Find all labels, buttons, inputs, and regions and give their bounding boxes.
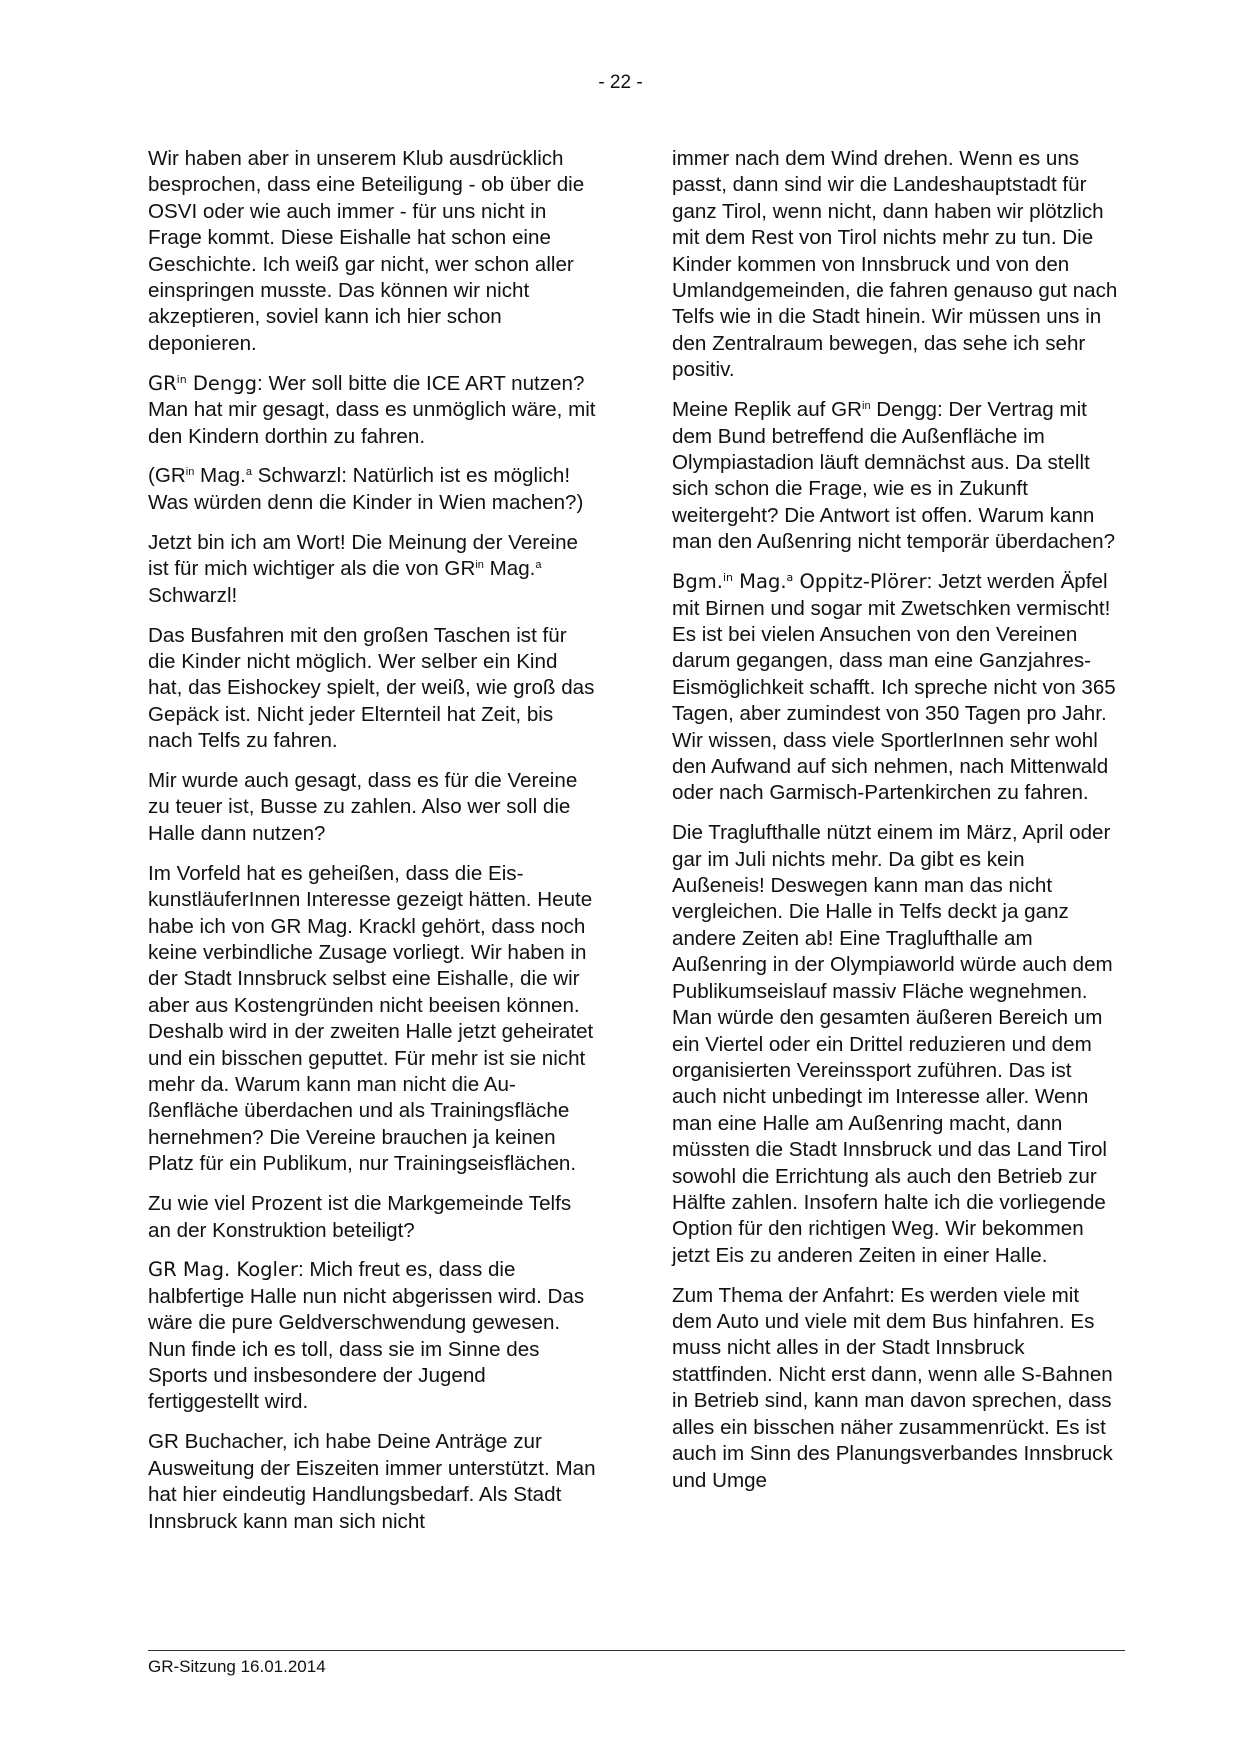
speaker-name: GR Mag. Kogler	[148, 1258, 298, 1282]
paragraph: immer nach dem Wind drehen. Wenn es uns passt, dann sind wir die Landeshauptstadt für ganz Tirol, wenn nicht, dann haben wir plötzlich mit dem Rest von Tirol nichts mehr zu tun. Die Kinder kommen von Innsbruck und von den Umlandgemeinden, die fahren genauso gut nach Telfs wie in die Stadt hinein. Wir müssen uns in den Zentralraum bewegen, das sehe ich sehr positiv.	[672, 147, 1118, 382]
paragraph: $GR^{in}$ Dengg: Wer soll bitte die ICE ART nutzen? Man hat mir gesagt, dass es unmöglich wäre, mit den Kindern dorthin zu fahren.	[148, 371, 596, 448]
paragraph: Meine Replik auf $GR^{in}$ Dengg: Der Vertrag mit dem Bund betreffend die Außenfläche im Olympiastadion läuft demnächst aus. Da stellt sich schon die Frage, wie es in Zukunft weitergeht? Die Antwort ist offen. Warum kann man den Außenring nicht temporär überdachen?	[672, 398, 1116, 554]
paragraph: GR Mag. Kogler: Mich freut es, dass die halbfertige Halle nun nicht abgerissen wird. Das wäre die pure Geldverschwendung gewesen. Nun finde ich es toll, dass sie im Sinne des Sports und insbesondere der Jugend fertiggestellt wird.	[148, 1258, 585, 1414]
left-column	[148, 146, 596, 1535]
footer-divider	[148, 1650, 1125, 1651]
speaker-name: $GR^{in}$ Dengg	[148, 371, 258, 395]
speaker-name: Bgm.$^{in}$ Mag.$^a$ Oppitz-Plörer	[672, 570, 927, 594]
right-column	[672, 146, 1120, 1494]
paragraph: Bgm.$^{in}$ Mag.$^a$ Oppitz-Plörer: Jetzt werden Äpfel mit Birnen und sogar mit Zwetschken vermischt! Es ist bei vielen Ansuchen von den Vereinen darum gegangen, dass man eine Ganzjahres-Eismöglichkeit schafft. Ich spreche nicht von 365 Tagen, aber zumindest von 350 Tagen pro Jahr. Wir wissen, dass viele SportlerInnen sehr wohl den Aufwand auf sich nehmen, nach Mittenwald oder nach Garmisch-Partenkirchen zu fahren.	[672, 570, 1116, 805]
paragraph: Mir wurde auch gesagt, dass es für die Vereine zu teuer ist, Busse zu zahlen. Also wer soll die Halle dann nutzen?	[148, 769, 578, 845]
paragraph: Jetzt bin ich am Wort! Die Meinung der Vereine ist für mich wichtiger als die von $GR^{in}$ Mag.$^a$ Schwarzl!	[148, 530, 579, 607]
paragraph: GR Buchacher, ich habe Deine Anträge zur Ausweitung der Eiszeiten immer unterstützt. Man hat hier eindeutig Handlungsbedarf. Als Stadt Innsbruck kann man sich nicht	[148, 1430, 596, 1533]
paragraph: ($GR^{in}$ Mag.$^a$ Schwarzl: Natürlich ist es möglich! Was würden denn die Kinder in Wien machen?)	[148, 464, 584, 514]
paragraph: Zum Thema der Anfahrt: Es werden viele mit dem Auto und viele mit dem Bus hinfahren. Es muss nicht alles in der Stadt Innsbruck stattfinden. Nicht erst dann, wenn alle S-Bahnen in Betrieb sind, kann man davon sprechen, dass alles ein bisschen näher zusammenrückt. Es ist auch im Sinn des Planungsverbandes Innsbruck und Umge	[672, 1283, 1113, 1492]
footer-session-label: GR-Sitzung 16.01.2014	[148, 1657, 326, 1676]
paragraph: Wir haben aber in unserem Klub ausdrücklich besprochen, dass eine Beteiligung - ob über die OSVI oder wie auch immer - für uns nicht in Frage kommt. Diese Eishalle hat schon eine Geschichte. Ich weiß gar nicht, wer schon aller einspringen musste. Das können wir nicht akzeptieren, soviel kann ich hier schon deponieren.	[148, 147, 585, 355]
paragraph: Im Vorfeld hat es geheißen, dass die EiskunstläuferInnen Interesse gezeigt hätten. Heute habe ich von GR Mag. Krackl gehört, dass noch keine verbindliche Zusage vorliegt. Wir haben in der Stadt Innsbruck selbst eine Eishalle, die wir aber aus Kostengründen nicht beeisen können. Deshalb wird in der zweiten Halle jetzt geheiratet und ein bisschen geputtet. Für mehr ist sie nicht mehr da. Warum kann man nicht die Außenfläche überdachen und als Trainingsfläche hernehmen? Die Vereine brauchen ja keinen Platz für ein Publikum, nur Trainingseisflächen.	[148, 861, 594, 1176]
paragraph: Das Busfahren mit den großen Taschen ist für die Kinder nicht möglich. Wer selber ein Kind hat, das Eishockey spielt, der weiß, wie groß das Gepäck ist. Nicht jeder Elternteil hat Zeit, bis nach Telfs zu fahren.	[148, 623, 595, 753]
paragraph: Zu wie viel Prozent ist die Markgemeinde Telfs an der Konstruktion beteiligt?	[148, 1192, 572, 1242]
paragraph: Die Traglufthalle nützt einem im März, April oder gar im Juli nichts mehr. Da gibt es kein Außeneis! Deswegen kann man das nicht vergleichen. Die Halle in Telfs deckt ja ganz andere Zeiten ab! Eine Traglufthalle am Außenring in der Olympiaworld würde auch dem Publikumseislauf massiv Fläche wegnehmen. Man würde den gesamten äußeren Bereich um ein Viertel oder ein Drittel reduzieren und dem organisierten Vereinssport zuführen. Das ist auch nicht unbedingt im Interesse aller. Wenn man eine Halle am Außenring macht, dann müssten die Stadt Innsbruck und das Land Tirol sowohl die Errichtung als auch den Betrieb zur Hälfte zahlen. Insofern halte ich die vorliegende Option für den richtigen Weg. Wir bekommen jetzt Eis zu anderen Zeiten in einer Halle.	[672, 821, 1113, 1267]
page-number: - 22 -	[598, 72, 643, 93]
